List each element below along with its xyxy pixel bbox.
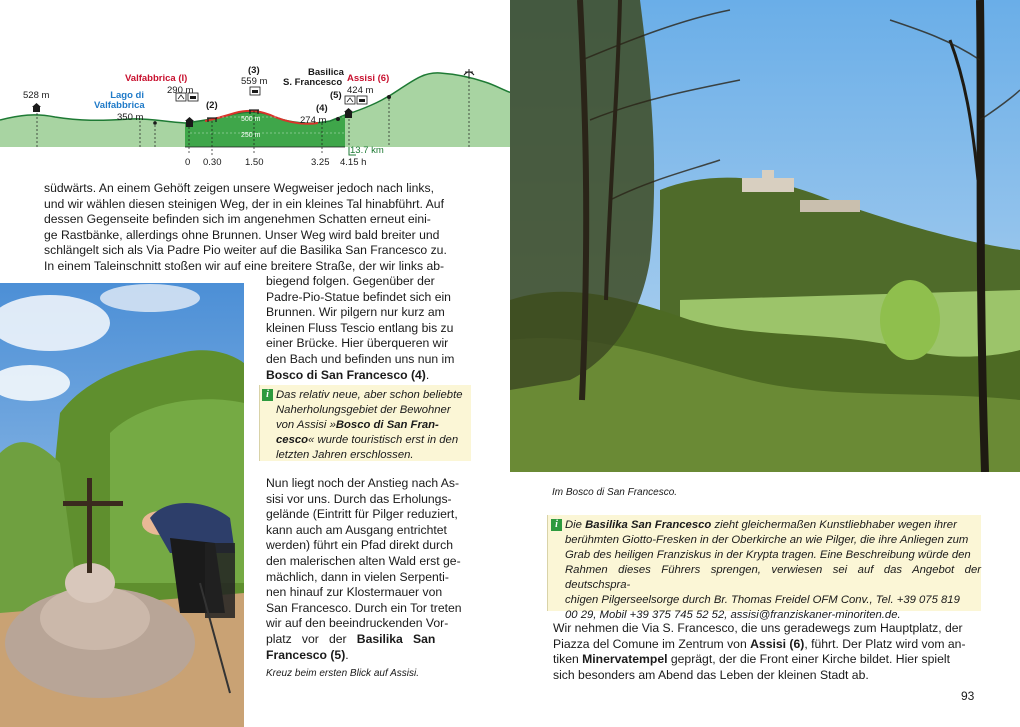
text-line: tiken Minervatempel geprägt, der die Front einer Kirche bildet. Hier spielt <box>553 652 950 667</box>
distance-label: 13.7 km <box>350 145 384 156</box>
right-body-text <box>553 621 977 683</box>
house-icon-assisi <box>344 108 353 118</box>
info-line: chigen Pilgerseelsorge durch Br. Thomas Freidel OFM Conv., Tel. +39 075 819 <box>565 594 960 606</box>
text-line: platz vor der Basilika San <box>266 631 436 646</box>
alt-lago: 350 m <box>117 112 144 123</box>
name-basilica-1: Basilica <box>308 67 344 78</box>
info-line: Naherholungsgebiet der Bewohner <box>276 404 451 416</box>
text-line: kleinen Fluss Tescio entlang bis zu <box>266 320 454 335</box>
service-icons-p3 <box>250 87 260 95</box>
num-basilica: (5) <box>330 90 342 101</box>
text-line: In einem Taleinschnitt stoßen wir auf eine breitere Straße, der wir links ab- <box>44 258 445 273</box>
tick-325: 3.25 <box>311 157 330 168</box>
photo-cross-assisi <box>0 283 244 727</box>
tick-415: 4.15 h <box>340 157 367 168</box>
dot-lago <box>153 121 157 125</box>
text-line: werden) führt ein Pfad direkt durch <box>266 538 453 553</box>
text-line: Nun liegt noch der Anstieg nach As- <box>266 476 460 490</box>
info-line: Das relativ neue, aber schon beliebte <box>276 389 463 401</box>
tick-0: 0 <box>185 157 191 168</box>
text-line: Francesco (5). <box>266 647 349 662</box>
page-number: 93 <box>961 689 975 703</box>
text-line: kann auch am Ausgang entrichtet <box>266 522 447 537</box>
name-basilica-2: S. Francesco <box>283 77 343 88</box>
name-assisi: Assisi (6) <box>347 73 390 84</box>
name-p4: (4) <box>316 103 328 114</box>
text-line: Wir nehmen die Via S. Francesco, die uns geradewegs zum Hauptplatz, der <box>553 621 963 635</box>
info-line: Die Basilika San Francesco zieht gleichermaßen Kunstliebhaber wegen ihrer <box>565 519 957 531</box>
name-lago-1: Lago di <box>110 90 144 101</box>
tick-150: 1.50 <box>245 157 264 168</box>
text-line: und wir wählen diesen steinigen Weg, der in ein kleines Tal hinabführt. Auf <box>44 196 444 211</box>
alt-p4: 274 m <box>300 115 327 126</box>
photo-bosco-san-francesco <box>510 0 1020 472</box>
house-icon-start <box>32 103 41 112</box>
text-line: sich besonders am Abend das Leben der kleinen Stadt ab. <box>553 667 869 682</box>
text-line: dessen Gegenseite befinden sich im angenehmen Schatten erneut eini- <box>44 212 431 227</box>
text-line: sisi vor uns. Durch das Erholungs- <box>266 491 452 506</box>
info-line: 00 29, Mobil +39 375 745 52 52, assisi@franziskaner-minoriten.de. <box>565 609 901 621</box>
text-line: südwärts. An einem Gehöft zeigen unsere Wegweiser jedoch nach links, <box>44 181 434 195</box>
text-line: den Bach und befinden uns nun im <box>266 351 455 366</box>
info-line: Grab des heiligen Franziskus in der Krypta tragen. Eine Beschreibung würde den <box>565 549 971 561</box>
info-line: von Assisi »Bosco di San Fran- <box>276 419 439 431</box>
text-line: San Francesco. Durch ein Tor treten <box>266 600 462 615</box>
name-p2: (2) <box>206 100 218 111</box>
left-column-text <box>266 274 467 383</box>
dot-basilica <box>336 117 340 121</box>
summit-icon <box>464 69 474 77</box>
name-valfabbrica: Valfabbrica (I) <box>125 73 188 84</box>
info-line: cesco« wurde touristisch erst in den <box>276 434 459 446</box>
name-lago-2: Valfabbrica <box>94 100 145 111</box>
info-box-bosco <box>259 385 471 461</box>
bosco-bold: Bosco di San Francesco (4) <box>266 367 426 382</box>
info-icon: i <box>262 389 273 401</box>
dot-assisi <box>387 95 391 99</box>
alt-start: 528 m <box>23 90 50 101</box>
text-line: schlängelt sich als Via Padre Pio weiter auf die Basilika San Francesco zu. <box>44 243 447 258</box>
text-line: Brunnen. Wir pilgern nur kurz am <box>266 305 445 320</box>
text-line: Padre-Pio-Statue befindet sich ein <box>266 289 451 304</box>
text-line: Piazza del Comune im Zentrum von Assisi (6), führt. Der Platz wird vom an- <box>553 636 966 651</box>
info-line: letzten Jahren erschlossen. <box>276 449 414 461</box>
text-line: gelände (Eintritt für Pilger reduziert, <box>266 507 458 522</box>
text-line: biegend folgen. Gegenüber der <box>266 274 435 288</box>
info-box-basilika <box>547 515 981 621</box>
caption-right-photo: Im Bosco di San Francesco. <box>552 487 678 498</box>
info-line: berühmten Giotto-Fresken in der Oberkirche an wie Pilger, die ihre Anliegen zum <box>565 534 969 546</box>
info-line: Rahmen dieses Führers sprengen, verwiesen sei auf das Angebot der deutschspra- <box>565 564 981 591</box>
text-line: mächlich, dann in vielen Serpenti- <box>266 569 449 584</box>
info-icon: i <box>551 519 562 531</box>
grid-label-250: 250 m <box>241 132 261 139</box>
alt-valfabbrica: 290 m <box>167 85 194 96</box>
alt-assisi: 424 m <box>347 85 374 96</box>
left-top-text <box>44 181 474 275</box>
text-line: einer Brücke. Hier überqueren wir <box>266 336 449 351</box>
caption-left-photo: Kreuz beim ersten Blick auf Assisi. <box>266 668 420 679</box>
text-line: Bosco di San Francesco (4). <box>266 367 430 382</box>
text-line: nen hinauf zur Klostermauer von <box>266 585 443 600</box>
grid-label-500: 500 m <box>241 116 261 123</box>
house-icon-valfabbrica <box>185 117 194 127</box>
alt-p3: 559 m <box>241 76 268 87</box>
name-p3: (3) <box>248 65 260 76</box>
left-bottom-text <box>266 476 467 663</box>
text-line: ge Rastbänke, allerdings ohne Brunnen. Unser Weg wird bald breiter und <box>44 227 440 242</box>
service-icons-assisi <box>345 96 367 104</box>
text-line: wir auf den beeindruckenden Vor- <box>266 616 449 631</box>
text-line: den malerischen alten Wald erst ge- <box>266 553 461 568</box>
tick-030: 0.30 <box>203 157 222 168</box>
